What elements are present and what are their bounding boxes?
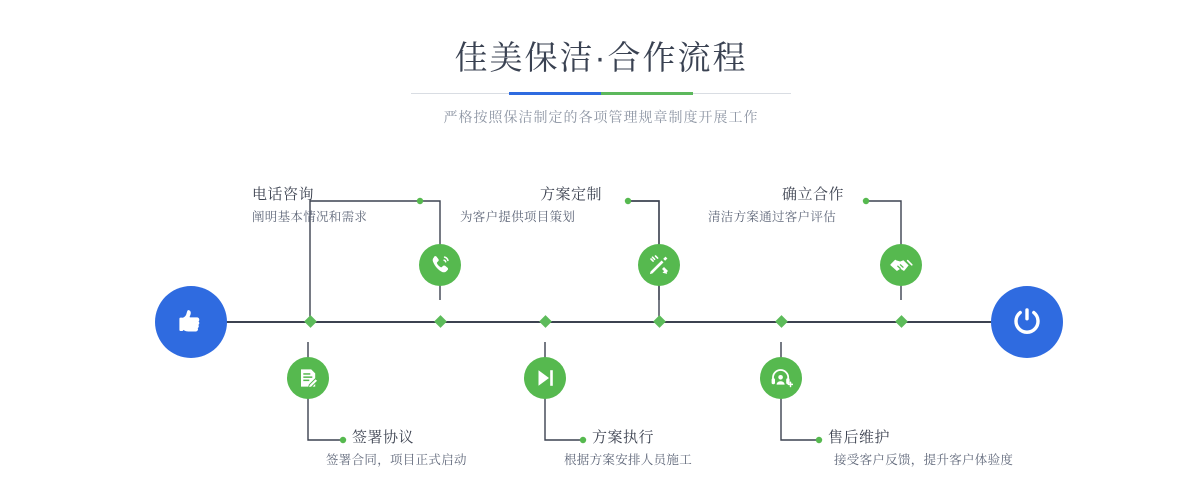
axis-node-marker bbox=[775, 315, 788, 328]
step-label-3 bbox=[460, 185, 602, 227]
step-title: 电话咨询 bbox=[252, 186, 315, 203]
axis-node-marker bbox=[653, 315, 666, 328]
play-forward-icon bbox=[534, 367, 556, 389]
divider-accent-blue bbox=[509, 92, 601, 95]
step-desc: 接受客户反馈，提升客户体验度 bbox=[834, 453, 1014, 467]
step-desc: 根据方案安排人员施工 bbox=[564, 453, 693, 467]
page-title: 佳美保洁·合作流程 bbox=[454, 39, 748, 76]
timeline-start-node bbox=[155, 286, 227, 358]
step-label-2 bbox=[326, 428, 467, 470]
step-title: 售后维护 bbox=[828, 429, 891, 446]
title-divider bbox=[411, 92, 791, 95]
step-label-5 bbox=[708, 185, 844, 227]
step-desc: 阐明基本情况和需求 bbox=[252, 210, 368, 224]
thumbs-up-icon bbox=[174, 305, 208, 339]
step-label-1 bbox=[252, 185, 367, 227]
step-desc: 签署合同，项目正式启动 bbox=[326, 453, 467, 467]
power-icon bbox=[1009, 304, 1045, 340]
step-icon-headset-support bbox=[760, 357, 802, 399]
headset-support-icon bbox=[769, 366, 793, 390]
page-subtitle: 严格按照保洁制定的各项管理规章制度开展工作 bbox=[443, 109, 759, 125]
step-icon-play-forward bbox=[524, 357, 566, 399]
step-desc: 清洁方案通过客户评估 bbox=[708, 210, 837, 224]
step-icon-pen-ruler bbox=[638, 244, 680, 286]
timeline-end-node bbox=[991, 286, 1063, 358]
step-icon-document-edit bbox=[287, 357, 329, 399]
axis-node-marker bbox=[895, 315, 908, 328]
step-title: 方案定制 bbox=[540, 186, 603, 203]
divider-accent-green bbox=[601, 92, 693, 95]
handshake-icon bbox=[889, 253, 914, 278]
step-title: 签署协议 bbox=[352, 429, 415, 446]
axis-node-marker bbox=[434, 315, 447, 328]
step-desc: 为客户提供项目策划 bbox=[460, 210, 576, 224]
step-title: 确立合作 bbox=[782, 186, 845, 203]
step-icon-phone-ring bbox=[419, 244, 461, 286]
phone-ring-icon bbox=[428, 253, 452, 277]
axis-node-marker bbox=[304, 315, 317, 328]
header bbox=[0, 36, 1202, 127]
pen-ruler-icon bbox=[647, 253, 671, 277]
document-edit-icon bbox=[296, 366, 320, 390]
step-label-4 bbox=[564, 428, 693, 470]
step-label-6 bbox=[828, 428, 1013, 470]
step-icon-handshake bbox=[880, 244, 922, 286]
axis-node-marker bbox=[539, 315, 552, 328]
step-title: 方案执行 bbox=[592, 429, 655, 446]
